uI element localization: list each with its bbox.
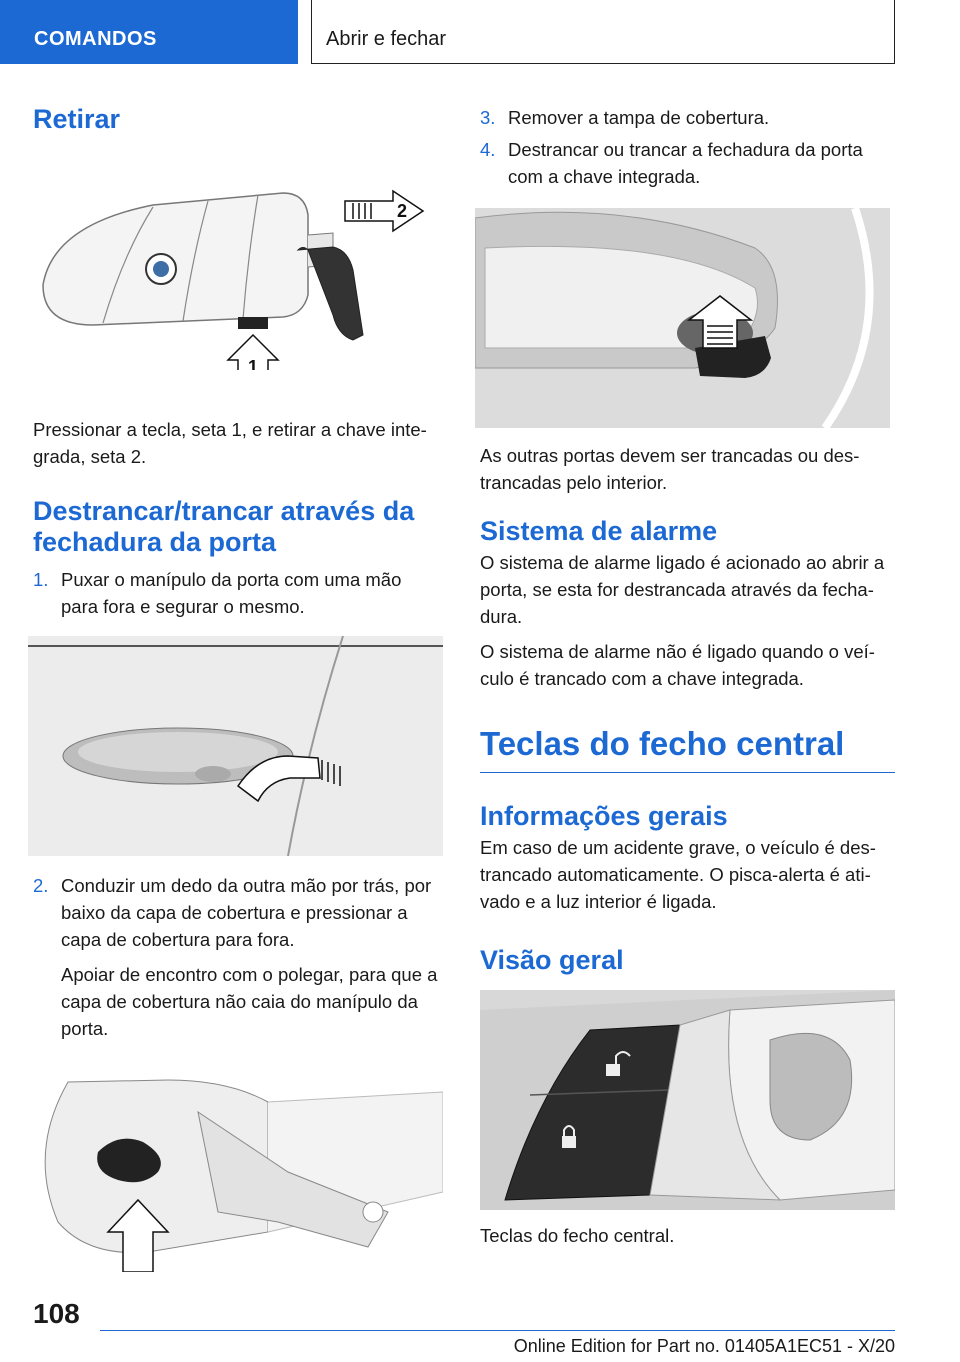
caption-teclas: Teclas do fecho central.	[480, 1225, 675, 1246]
lock-cylinder-photo	[475, 208, 890, 428]
list-item	[480, 104, 895, 131]
step-number: 3.	[480, 107, 496, 128]
arrow-2-label: 2	[397, 201, 408, 221]
heading-visao: Visão geral	[480, 945, 624, 975]
list-item	[33, 872, 443, 1042]
step-note: Apoiar de encontro com o polegar, para que a capa de cobertura não caia do manípulo da porta.	[61, 964, 438, 1039]
footer-edition: Online Edition for Part no. 01405A1EC51 - X/20	[513, 1336, 895, 1356]
step-number: 1.	[33, 569, 49, 590]
list-item	[33, 566, 443, 620]
header-section-tab: COMANDOS	[0, 0, 298, 64]
para-outras-portas: As outras portas devem ser trancadas ou des-trancadas pelo interior.	[480, 445, 860, 493]
door-handle-photo	[28, 636, 443, 856]
arrow-icon	[228, 335, 278, 370]
cover-cap-photo	[28, 1072, 443, 1272]
header-chapter-title: Abrir e fechar	[311, 0, 895, 64]
heading-retirar: Retirar	[33, 104, 121, 134]
list-item	[480, 136, 895, 190]
para-retirar: Pressionar a tecla, seta 1, e retirar a chave inte-grada, seta 2.	[33, 419, 427, 467]
step-text: Conduzir um dedo da outra mão por trás, por baixo da capa de cobertura e pressionar a capa de cobertura para fora.	[61, 875, 432, 950]
left-column	[33, 100, 443, 1272]
step-text: Puxar o manípulo da porta com uma mão para fora e segurar o mesmo.	[61, 569, 402, 617]
right-column	[480, 104, 895, 1249]
step-text: Destrancar ou trancar a fechadura da porta com a chave integrada.	[508, 139, 863, 187]
heading-destrancar: Destrancar/trancar através da fechadura da porta	[33, 496, 415, 557]
para-alarme-1: O sistema de alarme ligado é acionado ao abrir a porta, se esta for destrancada através da fecha-dura.	[480, 552, 885, 627]
heading-teclas: Teclas do fecho central	[480, 724, 895, 773]
central-lock-buttons-photo	[480, 990, 895, 1210]
arrow-icon	[345, 191, 423, 231]
page-number: 108	[33, 1298, 80, 1329]
step-number: 4.	[480, 139, 496, 160]
heading-info: Informações gerais	[480, 801, 728, 831]
step-text: Remover a tampa de cobertura.	[508, 107, 770, 128]
footer-divider	[100, 1330, 895, 1331]
para-alarme-2: O sistema de alarme não é ligado quando o veí-culo é trancado com a chave integrada.	[480, 641, 875, 689]
step-number: 2.	[33, 875, 49, 896]
para-info: Em caso de um acidente grave, o veículo é des-trancado automaticamente. O pisca-alerta é ati-vado e a luz interior é ligada.	[480, 837, 876, 912]
arrow-1-label: 1	[248, 357, 259, 370]
heading-alarme: Sistema de alarme	[480, 516, 718, 546]
key-illustration	[33, 175, 443, 370]
